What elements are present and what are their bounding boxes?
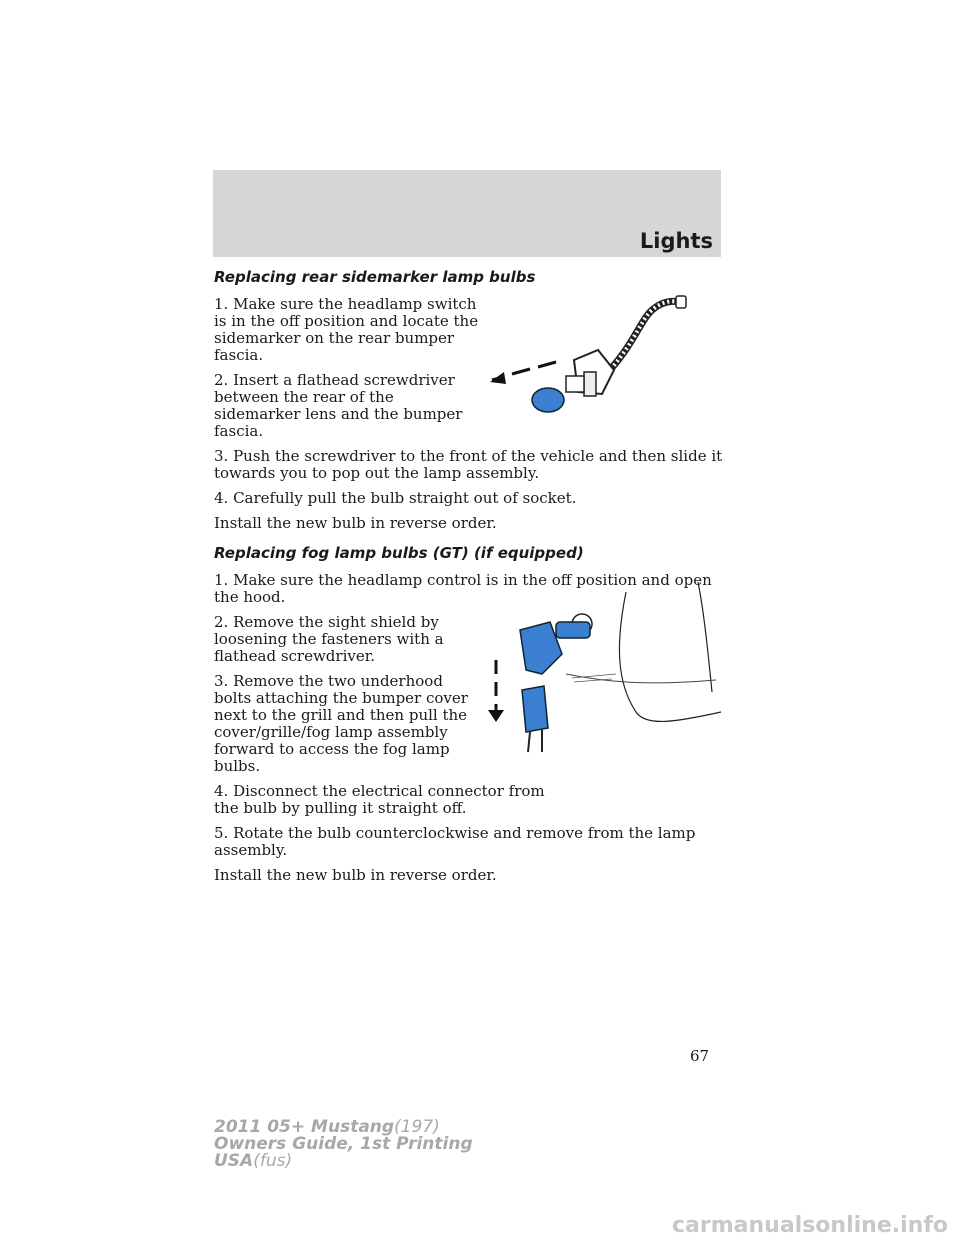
watermark-logo: carmanualsonline.info [672, 1213, 948, 1238]
footer-print-info [214, 1119, 473, 1170]
footer-code: (197) [394, 1117, 440, 1137]
footer-printing: Owners Guide, 1st Printing [214, 1134, 473, 1154]
sidemarker-bulb-illustration [490, 292, 696, 420]
step-text: 4. Disconnect the electrical connector from the bulb by pulling it straight off. [214, 782, 545, 817]
section-header-band [213, 170, 721, 257]
step-text: 4. Carefully pull the bulb straight out of socket. [214, 489, 577, 507]
footer-model: 2011 05+ Mustang [214, 1117, 395, 1137]
step-text: 5. Rotate the bulb counterclockwise and remove from the lamp assembly. [214, 824, 696, 859]
rear-sidemarker-heading: Replacing rear sidemarker lamp bulbs [214, 268, 536, 286]
page-number: 67 [690, 1047, 710, 1065]
fog-lamp-heading: Replacing fog lamp bulbs (GT) (if equipped) [214, 544, 584, 562]
step-text: 1. Make sure the headlamp switch is in the off position and locate the sidemarker on the rear bumper fascia. [214, 295, 479, 364]
footer-market-code: (fus) [253, 1151, 293, 1171]
step-text: Install the new bulb in reverse order. [214, 866, 497, 884]
step-text: 3. Remove the two underhood bolts attaching the bumper cover next to the grill and then pull the cover/grille/fog lamp assembly forward to access the fog lamp bulbs. [214, 672, 468, 775]
step-text: 2. Insert a flathead screwdriver between the rear of the sidemarker lens and the bumper fascia. [214, 371, 463, 440]
footer-market: USA [214, 1151, 254, 1171]
step-text: 3. Push the screwdriver to the front of the vehicle and then slide it towards you to pop out the lamp assembly. [214, 447, 723, 482]
step-text: 1. Make sure the headlamp control is in the off position and open the hood. [214, 571, 712, 606]
section-title: Lights [639, 229, 713, 253]
step-text: 2. Remove the sight shield by loosening the fasteners with a flathead screwdriver. [214, 613, 444, 665]
fog-lamp-bulb-illustration [486, 582, 722, 754]
step-text: Install the new bulb in reverse order. [214, 514, 497, 532]
